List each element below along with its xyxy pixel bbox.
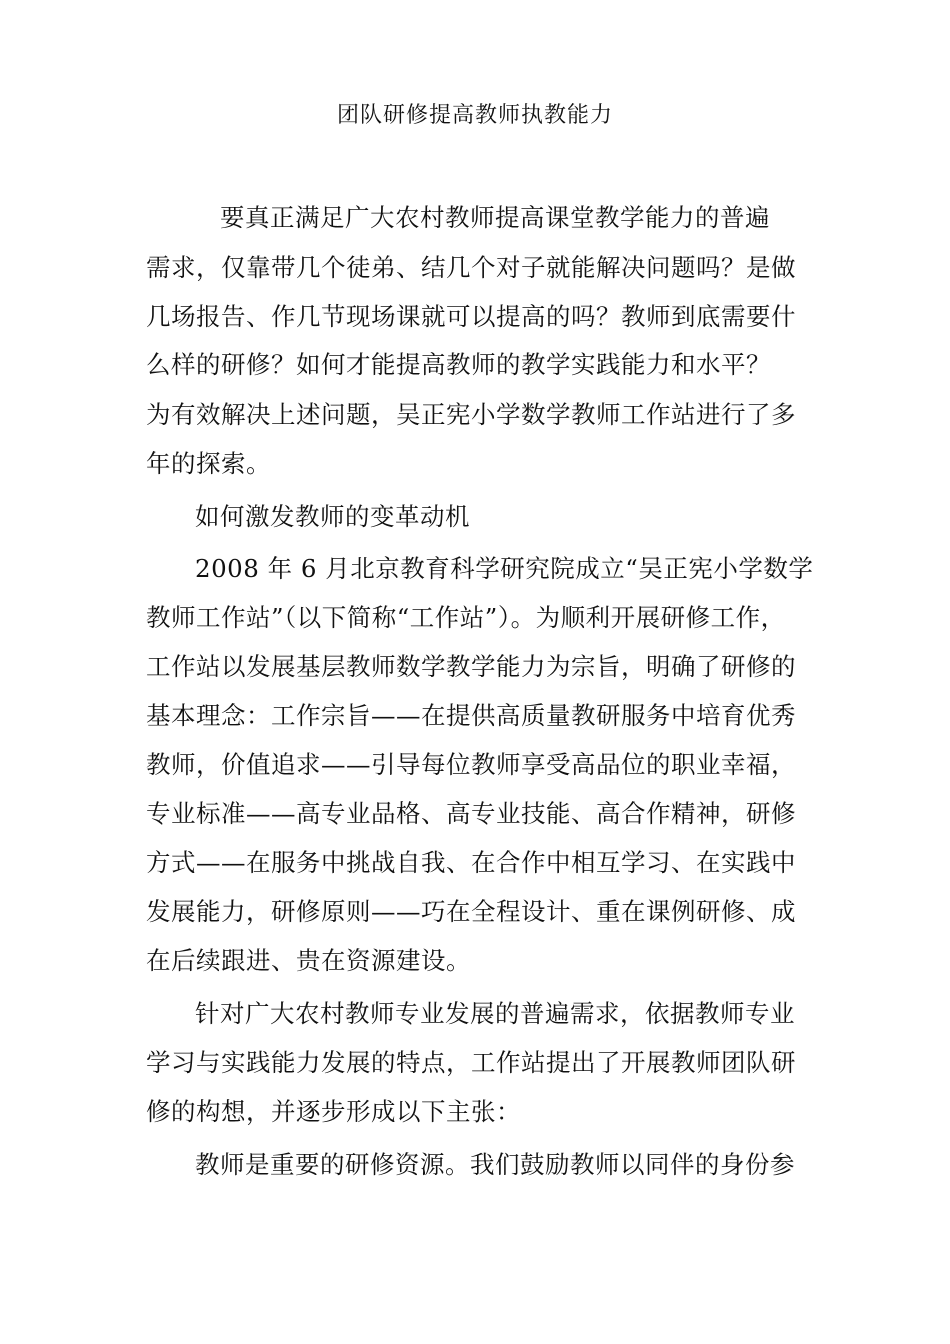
paragraph-line: 么样的研修？如何才能提高教师的教学实践能力和水平？ — [146, 350, 771, 379]
paragraph-line: 方式——在服务中挑战自我、在合作中相互学习、在实践中 — [146, 848, 796, 877]
paragraph-line: 要真正满足广大农村教师提高课堂教学能力的普遍 — [220, 203, 770, 232]
section-heading: 如何激发教师的变革动机 — [195, 502, 470, 531]
paragraph-line: 2008 年 6 月北京教育科学研究院成立“吴正宪小学数学 — [195, 554, 814, 583]
paragraph-line: 基本理念：工作宗旨——在提供高质量教研服务中培育优秀 — [146, 701, 796, 730]
paragraph-line: 在后续跟进、贵在资源建设。 — [146, 946, 471, 975]
paragraph-line: 教师工作站”（以下简称“工作站”）。为顺利开展研修工作， — [146, 603, 786, 632]
paragraph-line: 教师，价值追求——引导每位教师享受高品位的职业幸福， — [146, 750, 796, 779]
document-title: 团队研修提高教师执教能力 — [336, 103, 613, 128]
paragraph-line: 学习与实践能力发展的特点，工作站提出了开展教师团队研 — [146, 1048, 796, 1077]
paragraph-line: 几场报告、作几节现场课就可以提高的吗？教师到底需要什 — [146, 302, 796, 331]
paragraph-line: 发展能力，研修原则——巧在全程设计、重在课例研修、成 — [146, 897, 796, 926]
paragraph-line: 修的构想，并逐步形成以下主张： — [146, 1097, 521, 1126]
paragraph-line: 为有效解决上述问题，吴正宪小学数学教师工作站进行了多 — [146, 400, 796, 429]
paragraph-line: 教师是重要的研修资源。我们鼓励教师以同伴的身份参 — [195, 1150, 795, 1179]
paragraph-line: 工作站以发展基层教师数学教学能力为宗旨，明确了研修的 — [146, 652, 796, 681]
paragraph-line: 需求，仅靠带几个徒弟、结几个对子就能解决问题吗？是做 — [146, 253, 796, 282]
paragraph-line: 专业标准——高专业品格、高专业技能、高合作精神，研修 — [146, 799, 796, 828]
paragraph-line: 针对广大农村教师专业发展的普遍需求，依据教师专业 — [195, 999, 795, 1028]
paragraph-line: 年的探索。 — [146, 449, 271, 478]
